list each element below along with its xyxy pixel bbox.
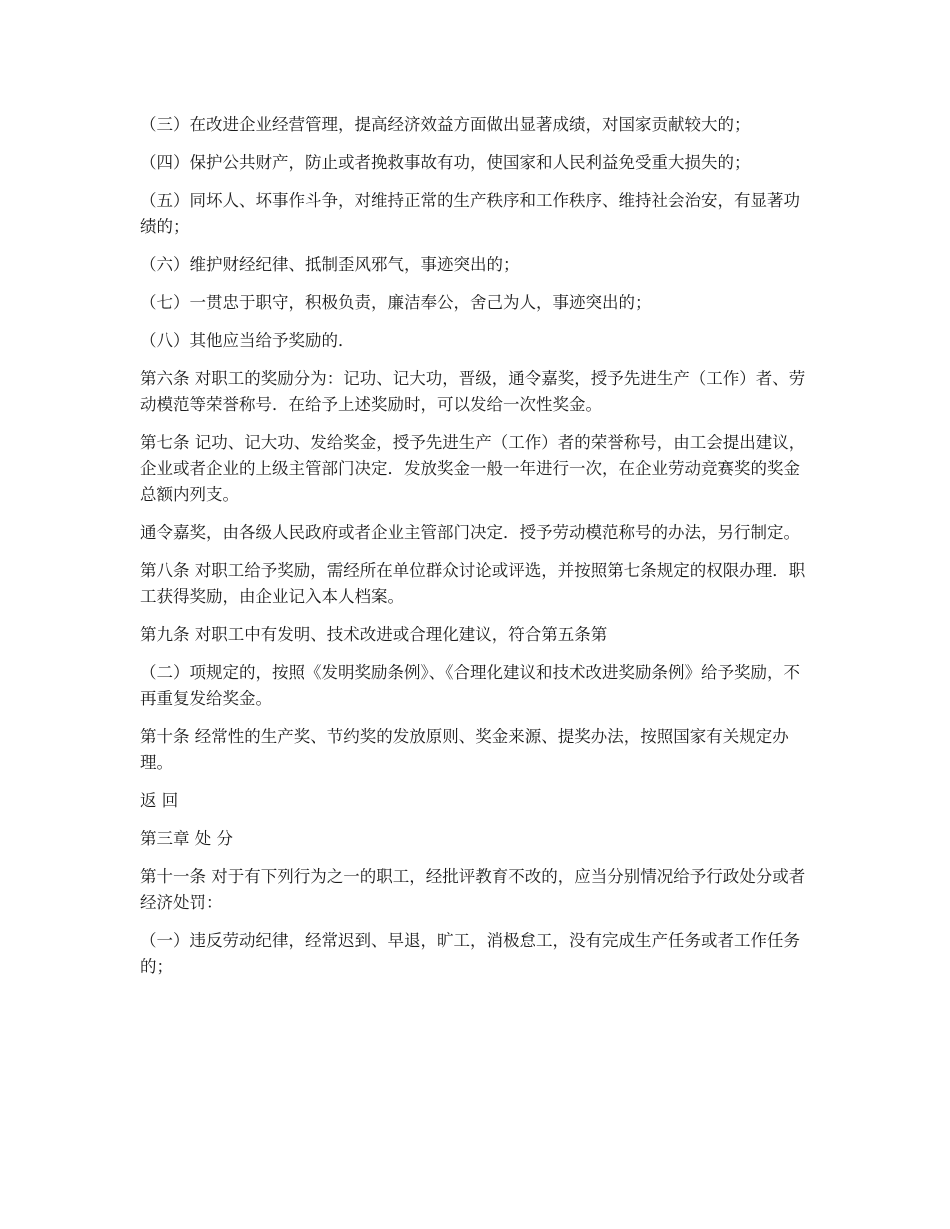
article-10: 第十条 经常性的生产奖、节约奖的发放原则、奖金来源、提奖办法，按照国家有关规定办理。	[140, 727, 789, 772]
article-6: 第六条 对职工的奖励分为：记功、记大功，晋级，通令嘉奖，授予先进生产（工作）者、劳动模范等荣誉称号．在给予上述奖励时，可以发给一次性奖金。	[140, 369, 806, 414]
article-9: 第九条 对职工中有发明、技术改进或合理化建议，符合第五条第	[140, 625, 608, 644]
article-7: 第七条 记功、记大功、发给奖金，授予先进生产（工作）者的荣誉称号，由工会提出建议，企业或者企业的上级主管部门决定．发放奖金一般一年进行一次，在企业劳动竞赛奖的奖金总额内列支。	[140, 433, 806, 504]
clause-item-3: （三）在改进企业经营管理，提高经济效益方面做出显著成绩，对国家贡献较大的；	[140, 115, 751, 134]
clause-item-5: （五）同坏人、坏事作斗争，对维持正常的生产秩序和工作秩序、维持社会治安，有显著功绩的；	[140, 191, 800, 236]
clause-item-7: （七）一贯忠于职守，积极负责，廉洁奉公，舍己为人，事迹突出的；	[140, 293, 652, 312]
article-9-item-2: （二）项规定的，按照《发明奖励条例》、《合理化建议和技术改进奖励条例》给予奖励，不再重复发给奖金。	[140, 663, 800, 708]
article-7-continued: 通令嘉奖，由各级人民政府或者企业主管部门决定．授予劳动模范称号的办法，另行制定。	[140, 523, 800, 542]
clause-item-8: （八）其他应当给予奖励的．	[140, 331, 355, 350]
article-8: 第八条 对职工给予奖励，需经所在单位群众讨论或评选，并按照第七条规定的权限办理．职工获得奖励，由企业记入本人档案。	[140, 561, 806, 606]
article-11: 第十一条 对于有下列行为之一的职工，经批评教育不改的，应当分别情况给予行政处分或者经济处罚：	[140, 867, 806, 912]
return-link[interactable]: 返 回	[140, 791, 179, 810]
chapter-heading: 第三章 处 分	[140, 829, 233, 848]
clause-item-4: （四）保护公共财产，防止或者挽救事故有功，使国家和人民利益免受重大损失的；	[140, 153, 751, 172]
clause-item-6: （六）维护财经纪律、抵制歪风邪气，事迹突出的；	[140, 255, 520, 274]
article-11-item-1: （一）违反劳动纪律，经常迟到、早退，旷工，消极怠工，没有完成生产任务或者工作任务的；	[140, 931, 800, 976]
document-body	[140, 112, 812, 992]
